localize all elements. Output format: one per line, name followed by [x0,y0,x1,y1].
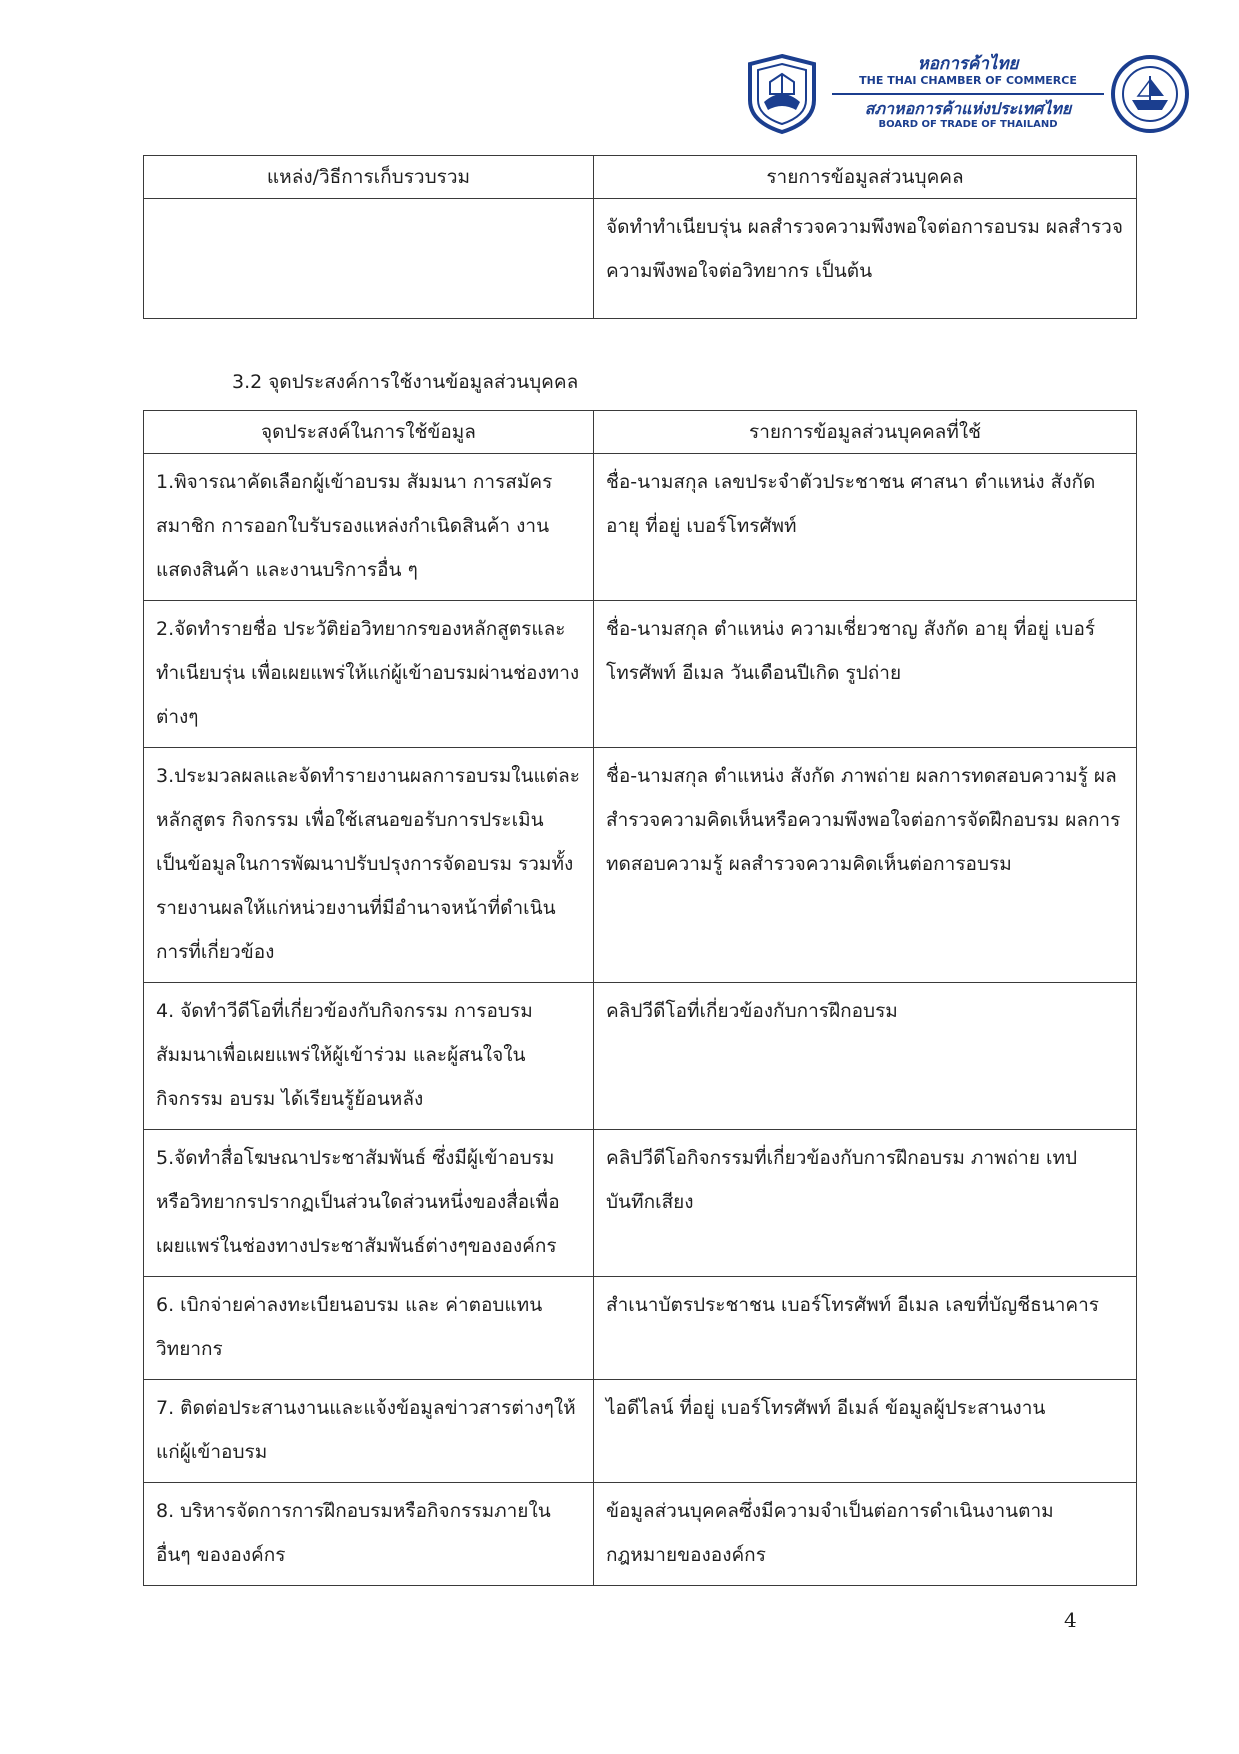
table-row [144,199,1137,319]
data-used-cell: คลิปวีดีโอกิจกรรมที่เกี่ยวข้องกับการฝึกอบรม ภาพถ่าย เทปบันทึกเสียง [594,1130,1137,1277]
board-of-trade-seal-icon [1110,54,1190,134]
section-heading: 3.2 จุดประสงค์การใช้งานข้อมูลส่วนบุคคล [232,371,579,393]
org-name-english: THE THAI CHAMBER OF COMMERCE [859,74,1077,87]
header-divider [832,93,1104,95]
thai-chamber-seal-icon [740,52,824,136]
table-row [144,1130,1137,1277]
table-header-row [144,156,1137,199]
purpose-cell: 6. เบิกจ่ายค่าลงทะเบียนอบรม และ ค่าตอบแทนวิทยากร [144,1277,594,1380]
data-used-cell: ชื่อ-นามสกุล ตำแหน่ง สังกัด ภาพถ่าย ผลการทดสอบความรู้ ผลสำรวจความคิดเห็นหรือความพึงพอใจต่อการจัดฝึกอบรม ผลการทดสอบความรู้ ผลสำรวจความคิดเห็นต่อการอบรม [594,748,1137,983]
column-header-purpose: จุดประสงค์ในการใช้ข้อมูล [144,411,594,454]
board-name-thai: สภาหอการค้าแห่งประเทศไทย [864,99,1072,118]
purpose-cell: 1.พิจารณาคัดเลือกผู้เข้าอบรม สัมมนา การสมัครสมาชิก การออกใบรับรองแหล่งกำเนิดสินค้า งานแสดงสินค้า และงานบริการอื่น ๆ [144,454,594,601]
personal-data-cell: จัดทำทำเนียบรุ่น ผลสำรวจความพึงพอใจต่อการอบรม ผลสำรวจความพึงพอใจต่อวิทยากร เป็นต้น [594,199,1137,319]
data-used-cell: สำเนาบัตรประชาชน เบอร์โทรศัพท์ อีเมล เลขที่บัญชีธนาคาร [594,1277,1137,1380]
table-row [144,454,1137,601]
column-header-source: แหล่ง/วิธีการเก็บรวบรวม [144,156,594,199]
letterhead [740,40,1190,150]
source-cell [144,199,594,319]
table-row [144,1277,1137,1380]
data-used-cell: ชื่อ-นามสกุล เลขประจำตัวประชาชน ศาสนา ตำแหน่ง สังกัด อายุ ที่อยู่ เบอร์โทรศัพท์ [594,454,1137,601]
purpose-cell: 4. จัดทำวีดีโอที่เกี่ยวข้องกับกิจกรรม การอบรมสัมมนาเพื่อเผยแพร่ให้ผู้เข้าร่วม และผู้สนใจในกิจกรรม อบรม ได้เรียนรู้ย้อนหลัง [144,983,594,1130]
page-number: 4 [1064,1608,1077,1632]
table-row [144,1483,1137,1586]
data-used-cell: คลิปวีดีโอที่เกี่ยวข้องกับการฝึกอบรม [594,983,1137,1130]
data-used-cell: ชื่อ-นามสกุล ตำแหน่ง ความเชี่ยวชาญ สังกัด อายุ ที่อยู่ เบอร์โทรศัพท์ อีเมล วันเดือนปีเกิด รูปถ่าย [594,601,1137,748]
table-row [144,983,1137,1130]
purpose-cell: 5.จัดทำสื่อโฆษณาประชาสัมพันธ์ ซึ่งมีผู้เข้าอบรมหรือวิทยากรปรากฏเป็นส่วนใดส่วนหนึ่งของสื่อเพื่อเผยแพร่ในช่องทางประชาสัมพันธ์ต่างๆขององค์กร [144,1130,594,1277]
table-row [144,748,1137,983]
purpose-cell: 7. ติดต่อประสานงานและแจ้งข้อมูลข่าวสารต่างๆให้แก่ผู้เข้าอบรม [144,1380,594,1483]
table-header-row [144,411,1137,454]
org-name-thai: หอการค้าไทย [917,54,1019,74]
collection-source-table [143,155,1137,319]
purpose-cell: 2.จัดทำรายชื่อ ประวัติย่อวิทยากรของหลักสูตรและทำเนียบรุ่น เพื่อเผยแพร่ให้แก่ผู้เข้าอบรมผ่านช่องทางต่างๆ [144,601,594,748]
table-row [144,1380,1137,1483]
data-used-cell: ข้อมูลส่วนบุคคลซึ่งมีความจำเป็นต่อการดำเนินงานตามกฎหมายขององค์กร [594,1483,1137,1586]
purpose-cell: 8. บริหารจัดการการฝึกอบรมหรือกิจกรรมภายในอื่นๆ ขององค์กร [144,1483,594,1586]
data-used-cell: ไอดีไลน์ ที่อยู่ เบอร์โทรศัพท์ อีเมล์ ข้อมูลผู้ประสานงาน [594,1380,1137,1483]
column-header-personal-data: รายการข้อมูลส่วนบุคคล [594,156,1137,199]
table-row [144,601,1137,748]
board-name-english: BOARD OF TRADE OF THAILAND [878,119,1058,130]
purpose-table [143,410,1137,1586]
column-header-data-used: รายการข้อมูลส่วนบุคคลที่ใช้ [594,411,1137,454]
purpose-cell: 3.ประมวลผลและจัดทำรายงานผลการอบรมในแต่ละหลักสูตร กิจกรรม เพื่อใช้เสนอขอรับการประเมิน เป็นข้อมูลในการพัฒนาปรับปรุงการจัดอบรม รวมทั้งรายงานผลให้แก่หน่วยงานที่มีอำนาจหน้าที่ดำเนินการที่เกี่ยวข้อง [144,748,594,983]
